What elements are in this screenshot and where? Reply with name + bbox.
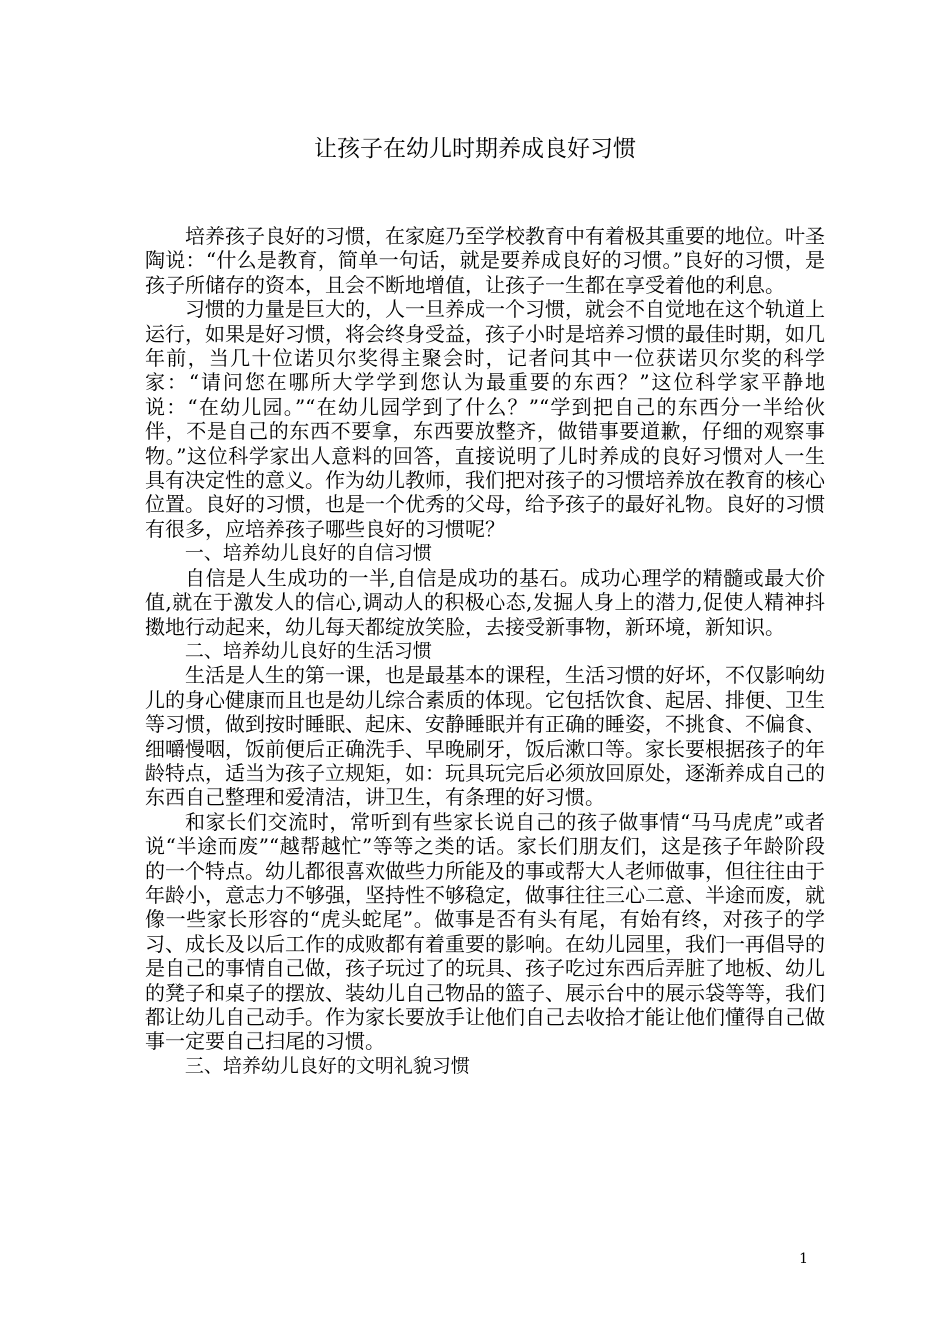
section-heading-confidence: 一、培养幼儿良好的自信习惯 <box>184 542 432 565</box>
page-number: 1 <box>799 1251 808 1267</box>
document-body <box>145 224 825 1078</box>
section-heading-manners: 三、培养幼儿良好的文明礼貌习惯 <box>184 1054 470 1077</box>
habit-power-paragraph: 习惯的力量是巨大的，人一旦养成一个习惯，就会不自觉地在这个轨道上运行，如果是好习惯，将会终身受益，孩子小时是培养习惯的最佳时期，如几年前，当几十位诺贝尔奖得主聚会时，记者问其中一位获诺贝尔奖的科学家：“请问您在哪所大学学到您认为最重要的东西？”这位科学家平静地说：“在幼儿园。”“在幼儿园学到了什么？”“学到把自己的东西分一半给伙伴，不是自己的东西不要拿，东西要放整齐，做错事要道歉，仔细的观察事物。”这位科学家出人意料的回答，直接说明了儿时养成的良好习惯对人一生具有决定性的意义。作为幼儿教师，我们把对孩子的习惯培养放在教育的核心位置。良好的习惯，也是一个优秀的父母，给予孩子的最好礼物。良好的习惯有很多，应培养孩子哪些良好的习惯呢？ <box>145 297 825 541</box>
section-heading-living-habits: 二、培养幼儿良好的生活习惯 <box>184 639 432 662</box>
document-title: 让孩子在幼儿时期养成良好习惯 <box>314 136 636 162</box>
intro-paragraph: 培养孩子良好的习惯，在家庭乃至学校教育中有着极其重要的地位。叶圣陶说：“什么是教育，简单一句话，就是要养成良好的习惯。”良好的习惯，是孩子所储存的资本，且会不断地增值，让孩子一生都在享受着他的利息。 <box>145 224 825 297</box>
parents-communication-paragraph: 和家长们交流时，常听到有些家长说自己的孩子做事情“马马虎虎”或者说“半途而废”“越帮越忙”等等之类的话。家长们朋友们，这是孩子年龄阶段的一个特点。幼儿都很喜欢做些力所能及的事或帮大人老师做事，但往往由于年龄小，意志力不够强，坚持性不够稳定，做事往往三心二意、半途而废，就像一些家长形容的“虎头蛇尾”。做事是否有头有尾，有始有终，对孩子的学习、成长及以后工作的成败都有着重要的影响。在幼儿园里，我们一再倡导的是自己的事情自己做，孩子玩过了的玩具、孩子吃过东西后弄脏了地板、幼儿的凳子和桌子的摆放、装幼儿自己物品的篮子、展示台中的展示袋等等，我们都让幼儿自己动手。作为家长要放手让他们自己去收拾才能让他们懂得自己做事一定要自己扫尾的习惯。 <box>145 809 825 1054</box>
living-habits-paragraph: 生活是人生的第一课，也是最基本的课程，生活习惯的好坏，不仅影响幼儿的身心健康而且也是幼儿综合素质的体现。它包括饮食、起居、排便、卫生等习惯，做到按时睡眠、起床、安静睡眠并有正确的睡姿，不挑食、不偏食、细嚼慢咽，饭前便后正确洗手、早晚刷牙，饭后漱口等。家长要根据孩子的年龄特点，适当为孩子立规矩，如：玩具玩完后必须放回原处，逐渐养成自己的东西自己整理和爱清洁，讲卫生，有条理的好习惯。 <box>145 663 825 810</box>
confidence-paragraph: 自信是人生成功的一半,自信是成功的基石。成功心理学的精髓或最大价值,就在于激发人的信心,调动人的积极心态,发掘人身上的潜力,促使人精神抖擞地行动起来，幼儿每天都绽放笑脸，去接受新事物，新环境，新知识。 <box>145 565 825 639</box>
